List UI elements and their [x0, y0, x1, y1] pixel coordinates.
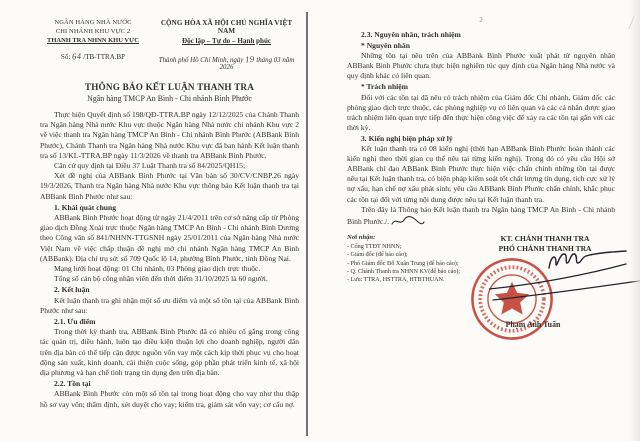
- recipient-item: - Giám đốc (để báo cáo);: [347, 252, 408, 259]
- section-heading: 2.2. Tồn tại: [54, 379, 91, 389]
- section-heading: 2.3. Nguyên nhân, trách nhiệm: [361, 30, 461, 39]
- page-2-body: [347, 30, 615, 227]
- section-heading: 1. Khái quát chung: [54, 202, 117, 212]
- national-header-block: [154, 19, 299, 71]
- page-spine-divider: [306, 12, 308, 436]
- document-number: [32, 51, 154, 61]
- paragraph: Kết luận thanh tra ghi nhận một số ưu điểm và một số tồn tại của ABBank Bình Phước như sau:: [40, 295, 299, 315]
- section-heading: 2.1. Ưu điểm: [54, 317, 96, 327]
- national-motto-line-2: Độc lập – Tự do – Hạnh phúc: [181, 37, 272, 45]
- recipients-block: [347, 234, 475, 346]
- page-1-body: [40, 110, 299, 410]
- signer-title-1: KT. CHÁNH THANH TRA: [500, 233, 590, 243]
- paragraph: Mạng lưới hoạt động: 01 Chi nhánh, 03 Phòng giao dịch trực thuộc.: [54, 264, 261, 274]
- recipient-item: - Cổng TTĐT NHNN;: [347, 244, 402, 251]
- document-number-suffix: /TB-TTRA.BP: [81, 53, 126, 62]
- paragraph: Tổng số cán bộ công nhân viên đến thời điểm 31/10/2025 là 60 người.: [54, 274, 268, 284]
- document-header: [40, 19, 299, 71]
- page-1: [0, 0, 307, 441]
- paragraph: ABBank Bình Phước hoạt động từ ngày 21/4/2011 trên cơ sở nâng cấp từ Phòng giao dịch Đồng Xoài trực thuộc Ngân hàng TMCP An Bình - Chi nhánh Bình Dương theo Công văn số 841/NHNN-TTGSNH ngày 25/01/2011 của Ngân hàng Nhà nước Việt Nam về việc chấp thuận đề nghị mở chi nhánh Ngân hàng TMCP An Bình (ABBank). Địa chỉ trụ sở: số 709 Quốc lộ 14, phường Bình Phước, tỉnh Đồng Nai.: [40, 213, 299, 263]
- closing-paragraph: [347, 205, 615, 227]
- section-heading: 2. Kết luận: [54, 285, 90, 295]
- signer-title-2: PHÓ CHÁNH THANH TRA: [498, 244, 592, 254]
- handwritten-flourish-icon: [391, 215, 425, 227]
- document-subtitle: Ngân hàng TMCP An Bình - Chi nhánh Bình Phước: [87, 94, 252, 103]
- place-date-line: [154, 54, 299, 71]
- paragraph: Xét đề nghị của ABBank Bình Phước tại Văn bản số 30/CV/CNBP.26 ngày 19/3/2026, Thanh tra Ngân hàng Nhà nước Khu vực thông báo Kết luận thanh tra tại ABBank Bình Phước như sau:: [40, 171, 299, 201]
- page-2: [309, 0, 640, 441]
- issuer-line-3: THANH TRA NHNN KHU VỰC: [47, 37, 139, 45]
- recipient-item: - Q. Chánh Thanh tra NHNN KV(để báo cáo);: [347, 268, 461, 275]
- document-number-label: Số:: [60, 53, 73, 62]
- recipient-item: - Phó Giám đốc Đỗ Xuân Trung (để báo cáo);: [347, 260, 459, 267]
- document-number-handwritten: 64: [71, 50, 82, 62]
- sub-heading: * Trách nhiệm: [361, 82, 408, 92]
- signer-block: [475, 234, 615, 346]
- scan-edge-shadow: [630, 0, 640, 441]
- recipient-item: - Lưu: TTRA, HSTTRA, HTBTHUAN.: [347, 277, 445, 284]
- paragraph: Căn cứ quy định tại Điều 37 Luật Thanh tra số 84/2025/QH15;: [54, 161, 246, 171]
- page-number: 2: [479, 16, 483, 24]
- section-heading: 3. Kiến nghị biện pháp xử lý: [361, 133, 453, 143]
- sub-heading: * Nguyên nhân: [361, 41, 410, 51]
- paragraph: Trong thời kỳ thanh tra, ABBank Bình Phước đã có nhiều cố gắng trong công tác quản trị, điều hành, luôn tạo điều kiện thuận lợi cho doanh nghiệp, người dân trên địa bàn có thể tiếp cận được nguồn vốn vay một cách kịp thời phục vụ cho hoạt động sản xuất, kinh doanh, cải thiện cuộc sống, góp phần phát triển kinh tế, xã hội địa phương và hạn chế tình trạng tín dụng đen trên địa bàn.: [40, 327, 299, 378]
- paragraph: Kết luận thanh tra có 08 kiến nghị (thời hạn ABBank Bình Phước hoàn thành các kiến nghị theo thời gian cụ thể nêu tại từng kiến nghị). Trong đó có yêu cầu Hội sở ABBank chỉ đạo ABBank Bình Phước thực hiện việc chấn chỉnh những tồn tại được nêu tại Kết luận thanh tra, có biện pháp kiểm soát tốt chất lượng tín dụng, tích cực xử lý nợ xấu, hạn chế nợ xấu phát sinh; yêu cầu ABBank Bình Phước chấn chỉnh, khắc phục các tồn tại đối với từng nội dung được nêu tại Kết luận thanh tra.: [347, 144, 615, 204]
- signer-name: Phạm Anh Tuấn: [505, 319, 561, 329]
- issuer-line-2: CHI NHÁNH KHU VỰC 2: [55, 27, 131, 35]
- handwritten-signature-icon: [489, 242, 640, 312]
- dateline-prefix: Thành phố Hồ Chí Minh, ngày: [158, 57, 246, 64]
- recipients-label: Nơi nhận:: [347, 233, 376, 241]
- day-handwritten: 19: [244, 53, 255, 65]
- closing-text: Trên đây là Thông báo Kết luận thanh tra Ngân hàng TMCP An Bình - Chi nhánh Bình Phước./.: [347, 204, 615, 226]
- paragraph: Những tồn tại nêu trên của ABBank Bình Phước xuất phát từ nguyên nhân ABBank Bình Phước chưa thực hiện nghiêm túc quy định của Ngân hàng Nhà nước và quy định khác có liên quan.: [347, 51, 615, 81]
- signature-footer: [347, 234, 615, 346]
- national-motto-line-1: CỘNG HÒA XÃ HỘI CHỦ NGHĨA VIỆT NAM: [160, 19, 293, 35]
- dateline-suffix: tháng 03 năm 2026: [219, 57, 295, 71]
- issuer-line-1: NGÂN HÀNG NHÀ NƯỚC: [54, 19, 132, 26]
- paragraph: Thực hiện Quyết định số 198/QĐ-TTRA.BP ngày 12/12/2025 của Chánh Thanh tra Ngân hàng Nhà nước Khu vực thuộc Ngân hàng Nhà nước chi nhánh Khu vực 2 về việc thanh tra Ngân hàng TMCP An Bình - Chi nhánh Bình Phước (ABBank Bình Phước), Chánh Thanh tra Ngân hàng Nhà nước Khu vực đã ban hành Kết luận thanh tra số 13/KL-TTRA.BP ngày 11/3/2026 về thanh tra ABBank Bình Phước.: [40, 110, 299, 160]
- document-title: THÔNG BÁO KẾT LUẬN THANH TRA: [84, 82, 255, 92]
- paragraph: Đối với các tồn tại đã nêu có trách nhiệm của Giám đốc Chi nhánh, Giám đốc các phòng giao dịch trực thuộc, các phòng nghiệp vụ có liên quan và các cá nhân được giao trách nhiệm liên quan trực tiếp đến thực hiện công việc để xảy ra các tồn tại gắn với các thời kỳ.: [347, 92, 615, 132]
- paragraph: ABBank Bình Phước còn một số tồn tại trong hoạt động cho vay như thu thập hồ sơ vay vốn; thẩm định, xét duyệt cho vay; kiểm tra, giám sát vốn vay; cơ cấu nợ.: [40, 389, 299, 409]
- issuing-agency-block: [32, 19, 154, 61]
